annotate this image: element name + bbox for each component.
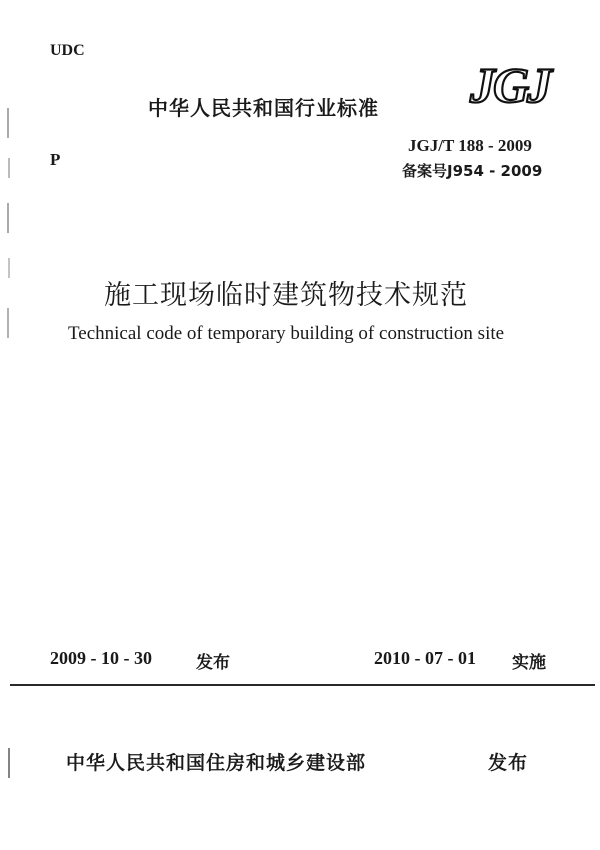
category-code: P bbox=[50, 150, 61, 169]
filing-number: 备案号J954 - 2009 bbox=[402, 162, 543, 180]
industry-standard-heading: 中华人民共和国行业标准 bbox=[148, 96, 379, 120]
implementation-date: 2010 - 07 - 01 bbox=[374, 648, 476, 668]
standard-number: JGJ/T 188 - 2009 bbox=[408, 136, 532, 155]
issue-label: 发布 bbox=[196, 653, 230, 673]
jgj-logo bbox=[458, 58, 562, 110]
issuing-action: 发布 bbox=[488, 752, 529, 774]
issuing-ministry: 中华人民共和国住房和城乡建设部 bbox=[66, 752, 367, 774]
scan-edge-marks bbox=[6, 108, 12, 828]
divider-rule bbox=[10, 684, 595, 686]
udc-label: UDC bbox=[50, 42, 85, 59]
svg-text:JGJ: JGJ bbox=[469, 58, 551, 110]
document-title-chinese: 施工现场临时建筑物技术规范 bbox=[104, 280, 468, 311]
document-title-english: Technical code of temporary building of construction site bbox=[68, 323, 505, 344]
issue-date: 2009 - 10 - 30 bbox=[50, 648, 152, 668]
implementation-label: 实施 bbox=[512, 653, 546, 673]
